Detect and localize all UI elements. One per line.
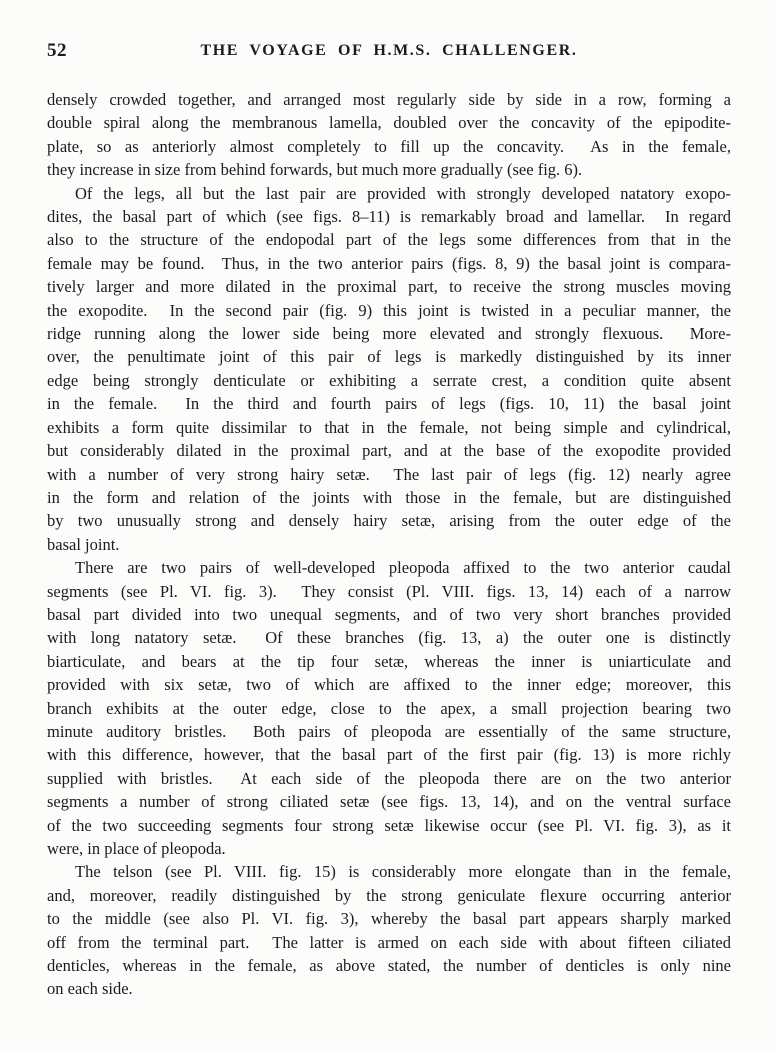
page-header [47, 40, 731, 64]
page-number: 52 [47, 40, 67, 61]
text-line: basal joint. [47, 534, 120, 554]
text-line: densely crowded together, and arranged most regularly side by side in a row, forming a [47, 90, 731, 109]
text-line: biarticulate, and bears at the tip four setæ, whereas the inner is uniarticulate and [47, 651, 731, 671]
text-line: There are two pairs of well-developed pleopoda affixed to the two anterior caudal [75, 558, 731, 578]
text-line: they increase in size from behind forwards, but much more gradually (see fig. 6). [47, 160, 583, 180]
text-line: The telson (see Pl. VIII. fig. 15) is considerably more elongate than in the female, [75, 862, 731, 882]
text-line: over, the penultimate joint of this pair of legs is markedly distinguished by its inner [47, 347, 731, 367]
text-line: minute auditory bristles. Both pairs of pleopoda are essentially of the same structure, [47, 721, 731, 741]
text-line: to the middle (see also Pl. VI. fig. 3), whereby the basal part appears sharply marked [47, 909, 731, 929]
text-line: with this difference, however, that the basal part of the first pair (fig. 13) is more richly [47, 745, 731, 765]
text-line: off from the terminal part. The latter is armed on each side with about fifteen ciliated [47, 932, 731, 952]
text-line: denticles, whereas in the female, as above stated, the number of denticles is only nine [47, 956, 731, 976]
text-line: double spiral along the membranous lamella, doubled over the concavity of the epipodite- [47, 113, 731, 133]
text-line: edge being strongly denticulate or exhibiting a serrate crest, a condition quite absent [47, 370, 731, 390]
text-line: and, moreover, readily distinguished by the strong geniculate flexure occurring anterior [47, 885, 731, 905]
text-line: female may be found. Thus, in the two anterior pairs (figs. 8, 9) the basal joint is compara- [47, 253, 731, 273]
text-line: segments a number of strong ciliated setæ (see figs. 13, 14), and on the ventral surface [47, 792, 731, 812]
text-line: on each side. [47, 979, 133, 999]
text-line: supplied with bristles. At each side of the pleopoda there are on the two anterior [47, 768, 731, 788]
text-line: tively larger and more dilated in the proximal part, to receive the strong muscles moving [47, 277, 731, 297]
text-line: basal part divided into two unequal segments, and of two very short branches provided [47, 604, 731, 624]
text-line: with a number of very strong hairy setæ. The last pair of legs (fig. 12) nearly agree [47, 464, 731, 484]
paragraph-1 [47, 88, 731, 182]
body-text [47, 88, 731, 1001]
paragraph-4 [47, 860, 731, 1000]
text-line: also to the structure of the endopodal part of the legs some differences from that in the [47, 230, 731, 250]
paragraph-3 [47, 556, 731, 860]
text-line: Of the legs, all but the last pair are provided with strongly developed natatory exopo- [75, 183, 731, 203]
text-line: segments (see Pl. VI. fig. 3). They consist (Pl. VIII. figs. 13, 14) each of a narrow [47, 581, 731, 601]
text-line: plate, so as anteriorly almost completely to fill up the concavity. As in the female, [47, 136, 731, 156]
running-head-title: THE VOYAGE OF H.M.S. CHALLENGER. [200, 42, 578, 59]
text-line: with long natatory setæ. Of these branches (fig. 13, a) the outer one is distinctly [47, 628, 731, 648]
text-line: dites, the basal part of which (see figs. 8–11) is remarkably broad and lamellar. In regard [47, 207, 731, 227]
text-line: by two unusually strong and densely hairy setæ, arising from the outer edge of the [47, 511, 731, 531]
text-line: of the two succeeding segments four strong setæ likewise occur (see Pl. VI. fig. 3), as it [47, 815, 731, 835]
text-line: branch exhibits at the outer edge, close to the apex, a small projection bearing two [47, 698, 731, 718]
text-line: the exopodite. In the second pair (fig. 9) this joint is twisted in a peculiar manner, the [47, 300, 731, 320]
text-line: exhibits a form quite dissimilar to that in the female, not being simple and cylindrical, [47, 417, 731, 437]
text-line: provided with six setæ, two of which are affixed to the inner edge; moreover, this [47, 675, 731, 695]
text-line: in the female. In the third and fourth pairs of legs (figs. 10, 11) the basal joint [47, 394, 731, 414]
paragraph-2 [47, 182, 731, 557]
text-line: but considerably dilated in the proximal part, and at the base of the exopodite provided [47, 441, 731, 461]
text-line: ridge running along the lower side being more elevated and strongly flexuous. More- [47, 324, 731, 344]
text-line: in the form and relation of the joints with those in the female, but are distinguished [47, 487, 731, 507]
text-line: were, in place of pleopoda. [47, 839, 226, 858]
